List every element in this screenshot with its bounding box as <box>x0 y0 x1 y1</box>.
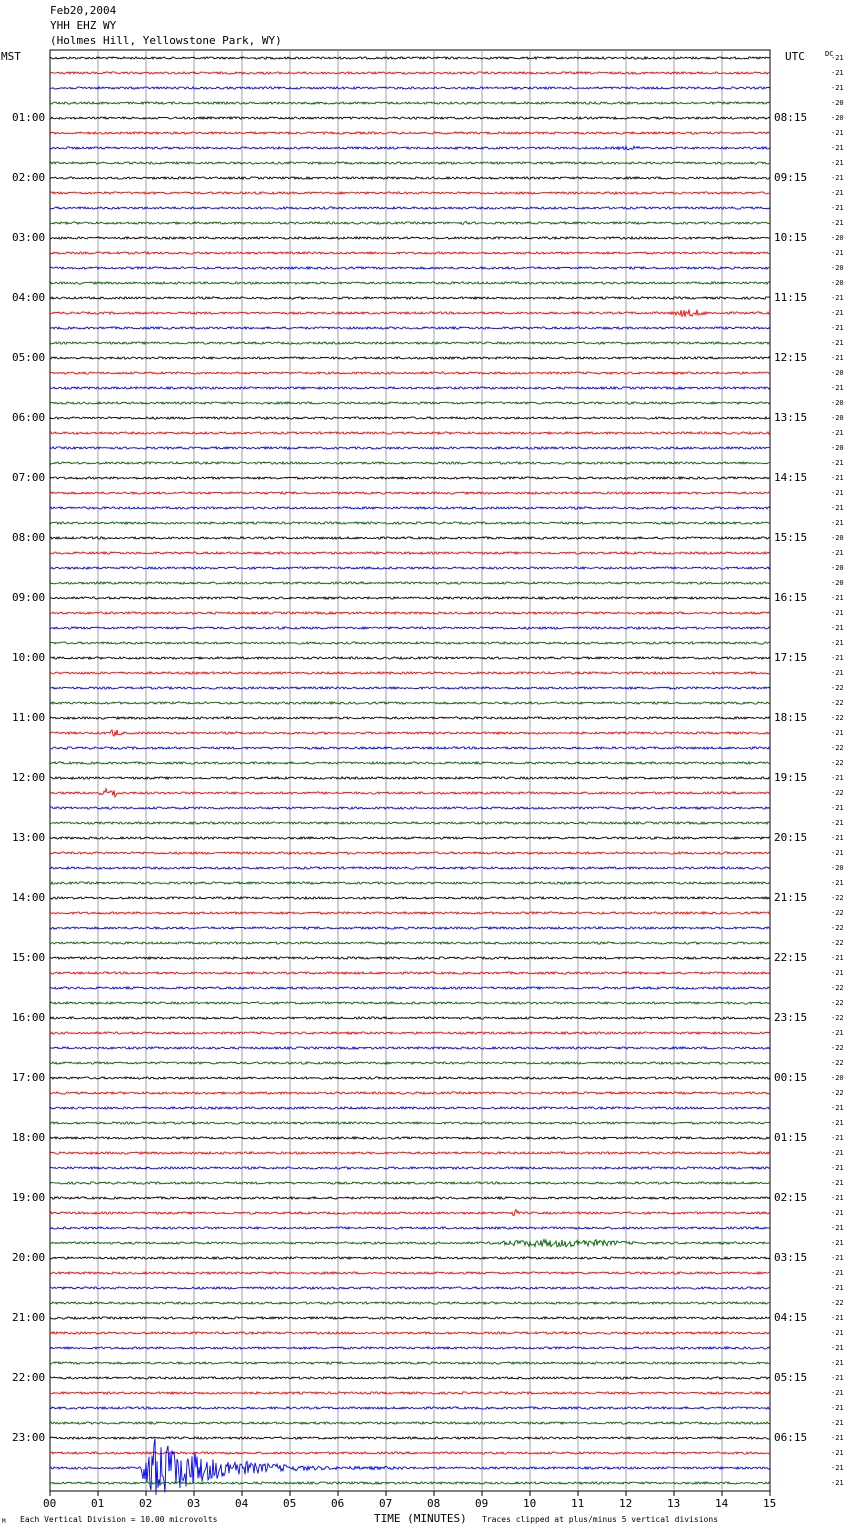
right-hour-label: 21:15 <box>774 891 808 904</box>
dc-offset-value: -21 <box>831 819 844 827</box>
right-hour-label: 04:15 <box>774 1311 808 1324</box>
trace-row-86 <box>50 1347 770 1349</box>
footer-corner-mark: M <box>2 1518 6 1525</box>
right-hour-label: 06:15 <box>774 1431 808 1444</box>
right-hour-label: 08:15 <box>774 111 808 124</box>
dc-offset-value: -21 <box>831 1119 844 1127</box>
trace-row-68 <box>50 1077 770 1079</box>
dc-offset-value: -21 <box>831 834 844 842</box>
dc-offset-value: -22 <box>831 714 844 722</box>
trace-row-50 <box>50 807 770 809</box>
header-station: YHH EHZ WY <box>50 19 117 32</box>
dc-offset-value: -21 <box>831 654 844 662</box>
dc-offset-value: -20 <box>831 114 844 122</box>
dc-offset-value: -22 <box>831 999 844 1007</box>
trace-row-43 <box>50 702 770 704</box>
trace-row-3 <box>50 102 770 104</box>
right-hour-label: 23:15 <box>774 1011 808 1024</box>
dc-offset-value: -20 <box>831 534 844 542</box>
left-hour-label: 09:00 <box>12 591 46 604</box>
trace-row-66 <box>50 1047 770 1049</box>
right-hour-label: 17:15 <box>774 651 808 664</box>
trace-row-79 <box>50 1239 770 1246</box>
trace-row-56 <box>50 897 770 899</box>
right-hour-label: 22:15 <box>774 951 808 964</box>
dc-offset-value: -21 <box>831 1209 844 1217</box>
dc-offset-value: -21 <box>831 1254 844 1262</box>
dc-offset-value: -21 <box>831 1419 844 1427</box>
trace-row-17 <box>50 309 770 317</box>
trace-row-93 <box>50 1452 770 1454</box>
left-hour-label: 03:00 <box>12 231 46 244</box>
right-hour-label: 03:15 <box>774 1251 808 1264</box>
trace-row-80 <box>50 1257 770 1259</box>
dc-offset-value: -21 <box>831 594 844 602</box>
trace-row-74 <box>50 1167 770 1169</box>
x-axis-label: TIME (MINUTES) <box>374 1512 467 1525</box>
trace-row-83 <box>50 1302 770 1304</box>
footer-clip-note: Traces clipped at plus/minus 5 vertical divisions <box>482 1515 719 1524</box>
dc-offset-value: -22 <box>831 1044 844 1052</box>
trace-row-85 <box>50 1332 770 1334</box>
dc-offset-value: -20 <box>831 1074 844 1082</box>
right-hour-label: 10:15 <box>774 231 808 244</box>
left-hour-label: 15:00 <box>12 951 46 964</box>
trace-row-60 <box>50 957 770 959</box>
trace-row-90 <box>50 1407 770 1409</box>
x-tick-label: 09 <box>475 1497 489 1510</box>
dc-offset-value: -22 <box>831 924 844 932</box>
trace-row-48 <box>50 777 770 779</box>
dc-offset-value: -21 <box>831 1194 844 1202</box>
right-hour-label: 12:15 <box>774 351 808 364</box>
left-hour-label: 17:00 <box>12 1071 46 1084</box>
dc-offset-value: -21 <box>831 354 844 362</box>
trace-row-9 <box>50 192 770 194</box>
trace-row-34 <box>50 567 770 569</box>
trace-row-71 <box>50 1122 770 1124</box>
left-hour-label: 04:00 <box>12 291 46 304</box>
trace-row-12 <box>50 237 770 239</box>
trace-row-27 <box>50 462 770 464</box>
trace-row-42 <box>50 687 770 689</box>
trace-row-32 <box>50 537 770 539</box>
dc-offset-value: -20 <box>831 579 844 587</box>
dc-offset-value: -21 <box>831 1464 844 1472</box>
right-hour-label: 13:15 <box>774 411 808 424</box>
dc-offset-value: -21 <box>831 159 844 167</box>
dc-offset-value: -20 <box>831 234 844 242</box>
dc-offset-value: -22 <box>831 909 844 917</box>
dc-offset-value: -21 <box>831 1224 844 1232</box>
right-hour-label: 11:15 <box>774 291 808 304</box>
dc-offset-value: -21 <box>831 69 844 77</box>
x-tick-label: 04 <box>235 1497 249 1510</box>
right-hour-label: 18:15 <box>774 711 808 724</box>
trace-row-16 <box>50 297 770 299</box>
dc-offset-value: -21 <box>831 1344 844 1352</box>
trace-row-31 <box>50 522 770 524</box>
trace-row-29 <box>50 492 770 494</box>
trace-row-88 <box>50 1377 770 1379</box>
trace-row-21 <box>50 372 770 374</box>
trace-row-81 <box>50 1272 770 1274</box>
trace-row-63 <box>50 1002 770 1004</box>
right-timezone-label: UTC <box>785 50 805 63</box>
trace-row-51 <box>50 822 770 824</box>
x-tick-label: 15 <box>763 1497 777 1510</box>
dc-offset-value: -21 <box>831 1134 844 1142</box>
x-tick-label: 02 <box>139 1497 153 1510</box>
left-hour-label: 10:00 <box>12 651 46 664</box>
trace-row-61 <box>50 972 770 974</box>
dc-offset-value: -21 <box>831 1104 844 1112</box>
trace-row-24 <box>50 417 770 419</box>
trace-row-45 <box>50 730 770 736</box>
dc-offset-value: -21 <box>831 504 844 512</box>
left-hour-label: 18:00 <box>12 1131 46 1144</box>
dc-offset-value: -21 <box>831 1434 844 1442</box>
dc-offset-value: -22 <box>831 1059 844 1067</box>
x-tick-label: 08 <box>427 1497 441 1510</box>
left-hour-label: 20:00 <box>12 1251 46 1264</box>
trace-row-65 <box>50 1032 770 1034</box>
dc-offset-value: -21 <box>831 1329 844 1337</box>
trace-row-36 <box>50 597 770 599</box>
plot-frame <box>50 50 770 1491</box>
dc-offset-value: -22 <box>831 699 844 707</box>
dc-offset-value: -21 <box>831 639 844 647</box>
dc-offset-value: -20 <box>831 399 844 407</box>
left-hour-label: 16:00 <box>12 1011 46 1024</box>
trace-row-30 <box>50 507 770 509</box>
trace-row-84 <box>50 1317 770 1319</box>
right-hour-label: 09:15 <box>774 171 808 184</box>
right-hour-label: 05:15 <box>774 1371 808 1384</box>
dc-offset-value: -21 <box>831 624 844 632</box>
trace-row-67 <box>50 1062 770 1064</box>
dc-offset-value: -21 <box>831 129 844 137</box>
trace-row-28 <box>50 477 770 479</box>
left-hour-label: 06:00 <box>12 411 46 424</box>
trace-row-23 <box>50 402 770 404</box>
dc-offset-value: -20 <box>831 564 844 572</box>
trace-row-53 <box>50 852 770 854</box>
trace-row-35 <box>50 582 770 584</box>
dc-offset-value: -21 <box>831 729 844 737</box>
trace-row-41 <box>50 672 770 674</box>
right-hour-label: 00:15 <box>774 1071 808 1084</box>
trace-row-75 <box>50 1182 770 1184</box>
trace-row-6 <box>50 146 770 150</box>
dc-offset-value: -21 <box>831 849 844 857</box>
dc-offset-value: -20 <box>831 414 844 422</box>
dc-offset-value: -22 <box>831 759 844 767</box>
dc-offset-value: -21 <box>831 609 844 617</box>
dc-offset-value: -21 <box>831 1284 844 1292</box>
trace-row-46 <box>50 747 770 749</box>
trace-row-44 <box>50 717 770 719</box>
right-hour-label: 02:15 <box>774 1191 808 1204</box>
header-location: (Holmes Hill, Yellowstone Park, WY) <box>50 34 282 47</box>
dc-offset-value: -21 <box>831 1149 844 1157</box>
dc-offset-value: -21 <box>831 1449 844 1457</box>
dc-offset-value: -21 <box>831 954 844 962</box>
dc-offset-value: -21 <box>831 669 844 677</box>
dc-offset-value: -20 <box>831 369 844 377</box>
left-hour-label: 02:00 <box>12 171 46 184</box>
x-tick-label: 06 <box>331 1497 345 1510</box>
dc-offset-value: -20 <box>831 279 844 287</box>
left-hour-label: 19:00 <box>12 1191 46 1204</box>
dc-offset-value: -21 <box>831 474 844 482</box>
trace-row-73 <box>50 1152 770 1154</box>
trace-row-78 <box>50 1227 770 1229</box>
dc-offset-value: -22 <box>831 1299 844 1307</box>
trace-row-57 <box>50 912 770 914</box>
trace-row-22 <box>50 387 770 389</box>
x-tick-label: 00 <box>43 1497 57 1510</box>
left-hour-label: 07:00 <box>12 471 46 484</box>
x-tick-label: 10 <box>523 1497 537 1510</box>
trace-row-89 <box>50 1392 770 1394</box>
trace-row-39 <box>50 642 770 644</box>
dc-offset-value: -21 <box>831 204 844 212</box>
trace-row-94 <box>50 1438 770 1495</box>
dc-offset-value: -21 <box>831 1359 844 1367</box>
trace-row-49 <box>50 789 770 797</box>
dc-offset-value: -22 <box>831 939 844 947</box>
trace-row-91 <box>50 1422 770 1424</box>
right-hour-label: 01:15 <box>774 1131 808 1144</box>
trace-row-7 <box>50 162 770 164</box>
dc-offset-value: -21 <box>831 189 844 197</box>
left-timezone-label: MST <box>1 50 21 63</box>
dc-offset-value: -21 <box>831 144 844 152</box>
right-hour-label: 16:15 <box>774 591 808 604</box>
trace-row-59 <box>50 942 770 944</box>
dc-offset-value: -21 <box>831 1314 844 1322</box>
dc-offset-value: -20 <box>831 444 844 452</box>
left-hour-label: 11:00 <box>12 711 46 724</box>
dc-offset-value: -21 <box>831 219 844 227</box>
left-hour-label: 13:00 <box>12 831 46 844</box>
dc-offset-value: -21 <box>831 519 844 527</box>
dc-offset-value: -21 <box>831 174 844 182</box>
dc-offset-value: -20 <box>831 99 844 107</box>
trace-row-20 <box>50 357 770 359</box>
trace-row-47 <box>50 762 770 764</box>
dc-label: DC <box>825 50 834 58</box>
dc-offset-value: -22 <box>831 789 844 797</box>
dc-offset-value: -21 <box>831 1179 844 1187</box>
left-hour-label: 14:00 <box>12 891 46 904</box>
trace-row-69 <box>50 1092 770 1094</box>
trace-row-92 <box>50 1437 770 1439</box>
dc-offset-value: -22 <box>831 1089 844 1097</box>
dc-offset-value: -22 <box>831 684 844 692</box>
dc-offset-value: -21 <box>831 1164 844 1172</box>
left-hour-label: 08:00 <box>12 531 46 544</box>
header-date: Feb20,2004 <box>50 4 117 17</box>
trace-row-13 <box>50 252 770 254</box>
dc-offset-value: -21 <box>831 1029 844 1037</box>
trace-row-10 <box>50 207 770 209</box>
trace-row-18 <box>50 327 770 329</box>
trace-row-14 <box>50 267 770 269</box>
trace-row-82 <box>50 1287 770 1289</box>
trace-row-15 <box>50 282 770 284</box>
trace-row-52 <box>50 837 770 839</box>
x-tick-label: 01 <box>91 1497 105 1510</box>
trace-row-40 <box>50 657 770 659</box>
dc-offset-value: -20 <box>831 864 844 872</box>
left-hour-label: 12:00 <box>12 771 46 784</box>
x-tick-label: 05 <box>283 1497 297 1510</box>
dc-offset-value: -21 <box>831 774 844 782</box>
trace-row-62 <box>50 987 770 989</box>
right-hour-label: 20:15 <box>774 831 808 844</box>
dc-offset-value: -21 <box>831 1269 844 1277</box>
dc-offset-value: -22 <box>831 984 844 992</box>
right-hour-label: 19:15 <box>774 771 808 784</box>
dc-offset-value: -21 <box>831 249 844 257</box>
x-tick-label: 03 <box>187 1497 201 1510</box>
x-tick-label: 11 <box>571 1497 585 1510</box>
trace-row-5 <box>50 132 770 134</box>
dc-offset-value: -21 <box>831 309 844 317</box>
dc-offset-value: -22 <box>831 744 844 752</box>
dc-offset-value: -21 <box>831 1479 844 1487</box>
dc-offset-value: -21 <box>831 1404 844 1412</box>
dc-offset-value: -21 <box>831 804 844 812</box>
trace-row-26 <box>50 447 770 449</box>
left-hour-label: 01:00 <box>12 111 46 124</box>
dc-offset-value: -21 <box>831 84 844 92</box>
trace-row-37 <box>50 612 770 614</box>
dc-offset-value: -21 <box>831 879 844 887</box>
trace-row-55 <box>50 882 770 884</box>
x-tick-label: 13 <box>667 1497 681 1510</box>
dc-offset-value: -21 <box>831 549 844 557</box>
dc-offset-value: -20 <box>831 264 844 272</box>
dc-offset-value: -21 <box>831 339 844 347</box>
trace-row-11 <box>50 221 770 224</box>
trace-row-38 <box>50 627 770 629</box>
left-hour-label: 21:00 <box>12 1311 46 1324</box>
trace-row-76 <box>50 1197 770 1199</box>
trace-row-8 <box>50 177 770 179</box>
trace-row-4 <box>50 117 770 119</box>
dc-offset-value: -22 <box>831 1014 844 1022</box>
trace-row-87 <box>50 1362 770 1364</box>
trace-row-77 <box>50 1210 770 1216</box>
dc-offset-value: -21 <box>831 1374 844 1382</box>
trace-row-72 <box>50 1137 770 1139</box>
dc-offset-value: -21 <box>831 1239 844 1247</box>
dc-offset-value: -21 <box>831 54 844 62</box>
trace-row-1 <box>50 72 770 74</box>
trace-row-64 <box>50 1017 770 1019</box>
trace-row-25 <box>50 432 770 434</box>
x-tick-label: 14 <box>715 1497 729 1510</box>
right-hour-label: 14:15 <box>774 471 808 484</box>
left-hour-label: 05:00 <box>12 351 46 364</box>
left-hour-label: 23:00 <box>12 1431 46 1444</box>
trace-row-54 <box>50 867 770 869</box>
dc-offset-value: -21 <box>831 489 844 497</box>
trace-row-0 <box>50 57 770 59</box>
trace-row-70 <box>50 1107 770 1109</box>
right-hour-label: 15:15 <box>774 531 808 544</box>
trace-row-2 <box>50 87 770 89</box>
dc-offset-value: -21 <box>831 459 844 467</box>
x-tick-label: 07 <box>379 1497 393 1510</box>
trace-row-19 <box>50 342 770 344</box>
dc-offset-value: -21 <box>831 1389 844 1397</box>
trace-row-33 <box>50 552 770 554</box>
trace-row-58 <box>50 927 770 929</box>
footer-scale-note: Each Vertical Division = 10.00 microvolts <box>20 1515 218 1524</box>
dc-offset-value: -22 <box>831 894 844 902</box>
dc-offset-value: -21 <box>831 384 844 392</box>
dc-offset-value: -21 <box>831 969 844 977</box>
dc-offset-value: -21 <box>831 324 844 332</box>
dc-offset-value: -21 <box>831 429 844 437</box>
left-hour-label: 22:00 <box>12 1371 46 1384</box>
x-tick-label: 12 <box>619 1497 633 1510</box>
dc-offset-value: -21 <box>831 294 844 302</box>
